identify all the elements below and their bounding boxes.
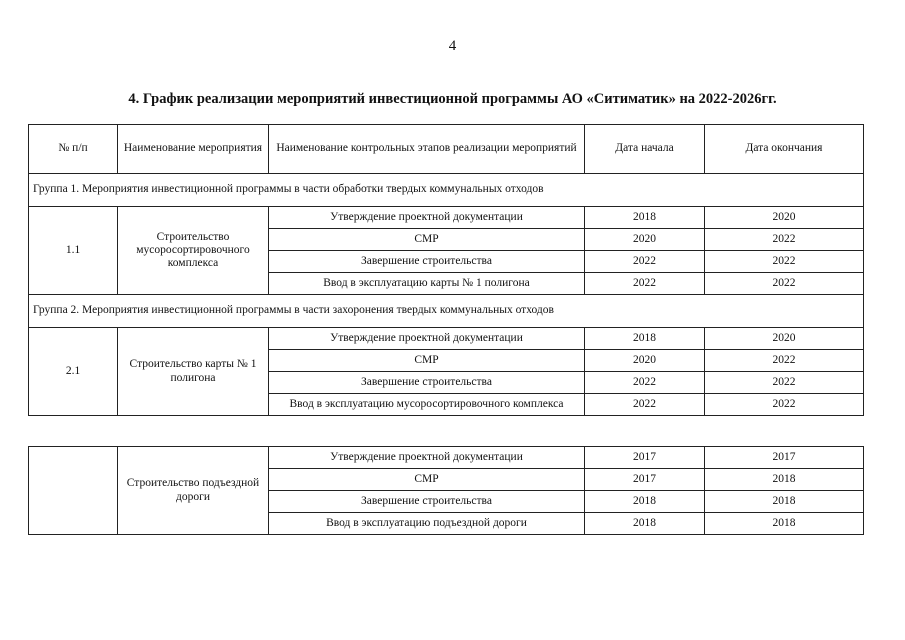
stage-start: 2018 [585, 207, 705, 229]
event-num: 2.1 [29, 328, 118, 416]
stage-start: 2022 [585, 372, 705, 394]
header-stages: Наименование контрольных этапов реализации мероприятий [269, 125, 585, 174]
header-event: Наименование мероприятия [118, 125, 269, 174]
table-row [29, 447, 864, 469]
stage-end: 2022 [705, 350, 864, 372]
table-row [29, 207, 864, 229]
stage-name: СМР [269, 229, 585, 251]
stage-start: 2018 [585, 491, 705, 513]
stage-end: 2022 [705, 372, 864, 394]
stage-name: Завершение строительства [269, 372, 585, 394]
stage-start: 2018 [585, 513, 705, 535]
page-number: 4 [448, 38, 457, 54]
stage-name: Завершение строительства [269, 491, 585, 513]
stage-name: Ввод в эксплуатацию подъездной дороги [269, 513, 585, 535]
event-name: Строительство карты № 1 полигона [118, 328, 269, 416]
stage-start: 2017 [585, 469, 705, 491]
stage-start: 2022 [585, 273, 705, 295]
stage-name: Утверждение проектной документации [269, 447, 585, 469]
event-name: Строительство подъездной дороги [118, 447, 269, 535]
table-header-row [29, 125, 864, 174]
stage-start: 2020 [585, 350, 705, 372]
stage-end: 2020 [705, 207, 864, 229]
stage-name: СМР [269, 469, 585, 491]
stage-name: Завершение строительства [269, 251, 585, 273]
event-num: 1.1 [29, 207, 118, 295]
stage-start: 2020 [585, 229, 705, 251]
stage-start: 2022 [585, 251, 705, 273]
table-row [29, 328, 864, 350]
document-title: 4. График реализации мероприятий инвестиционной программы АО «Ситиматик» на 2022-2026гг. [128, 91, 777, 107]
group-row [29, 174, 864, 207]
stage-end: 2022 [705, 229, 864, 251]
stage-start: 2022 [585, 394, 705, 416]
header-start: Дата начала [585, 125, 705, 174]
stage-end: 2022 [705, 394, 864, 416]
stage-name: Утверждение проектной документации [269, 328, 585, 350]
event-name: Строительство мусоросортировочного комплекса [118, 207, 269, 295]
stage-end: 2018 [705, 491, 864, 513]
stage-end: 2022 [705, 273, 864, 295]
stage-name: Ввод в эксплуатацию карты № 1 полигона [269, 273, 585, 295]
stage-end: 2018 [705, 469, 864, 491]
stage-end: 2018 [705, 513, 864, 535]
stage-name: Утверждение проектной документации [269, 207, 585, 229]
stage-end: 2022 [705, 251, 864, 273]
group-row [29, 295, 864, 328]
schedule-table [28, 124, 864, 416]
group-title: Группа 2. Мероприятия инвестиционной программы в части захоронения твердых коммунальных отходов [29, 295, 864, 328]
stage-name: Ввод в эксплуатацию мусоросортировочного комплекса [269, 394, 585, 416]
header-num: № п/п [29, 125, 118, 174]
stage-start: 2017 [585, 447, 705, 469]
stage-name: СМР [269, 350, 585, 372]
stage-end: 2020 [705, 328, 864, 350]
road-schedule-table [28, 446, 864, 535]
stage-start: 2018 [585, 328, 705, 350]
header-end: Дата окончания [705, 125, 864, 174]
stage-end: 2017 [705, 447, 864, 469]
event-num [29, 447, 118, 535]
group-title: Группа 1. Мероприятия инвестиционной программы в части обработки твердых коммунальных отходов [29, 174, 864, 207]
